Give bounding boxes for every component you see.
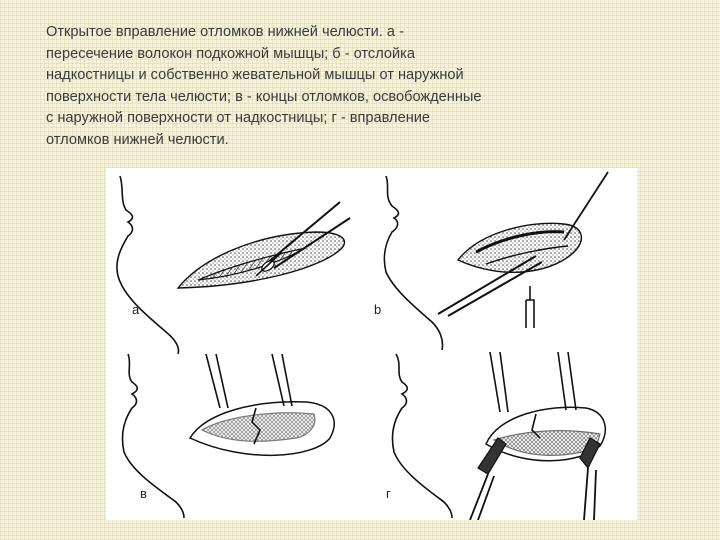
face-profile: [122, 354, 184, 518]
face-profile: [384, 176, 442, 350]
panel-b: [374, 172, 608, 350]
panel-v: [122, 354, 334, 518]
illustration-svg: [106, 168, 637, 520]
face-profile: [117, 176, 179, 354]
caption-line: поверхности тела челюсти; в - концы отломков, освобожденные: [46, 88, 482, 105]
panel-label-a: а: [132, 302, 140, 317]
slide-caption: [46, 22, 606, 151]
caption-line: пересечение волокон подкожной мышцы; б - отслойка: [46, 45, 415, 62]
caption-line: с наружной поверхности от надкостницы; г - вправление: [46, 110, 431, 126]
caption-line: надкостницы и собственно жевательной мышцы от наружной: [46, 67, 464, 83]
surgical-illustration: [106, 168, 637, 520]
panel-label-g: г: [386, 486, 391, 501]
caption-line: отломков нижней челюсти.: [46, 131, 229, 148]
panel-label-v: в: [140, 486, 147, 501]
caption-line: Открытое вправление отломков нижней челюсти. а -: [46, 24, 404, 40]
panel-g: [386, 352, 605, 520]
panel-a: [117, 176, 350, 354]
face-profile: [392, 354, 452, 518]
panel-label-b: b: [374, 302, 382, 317]
